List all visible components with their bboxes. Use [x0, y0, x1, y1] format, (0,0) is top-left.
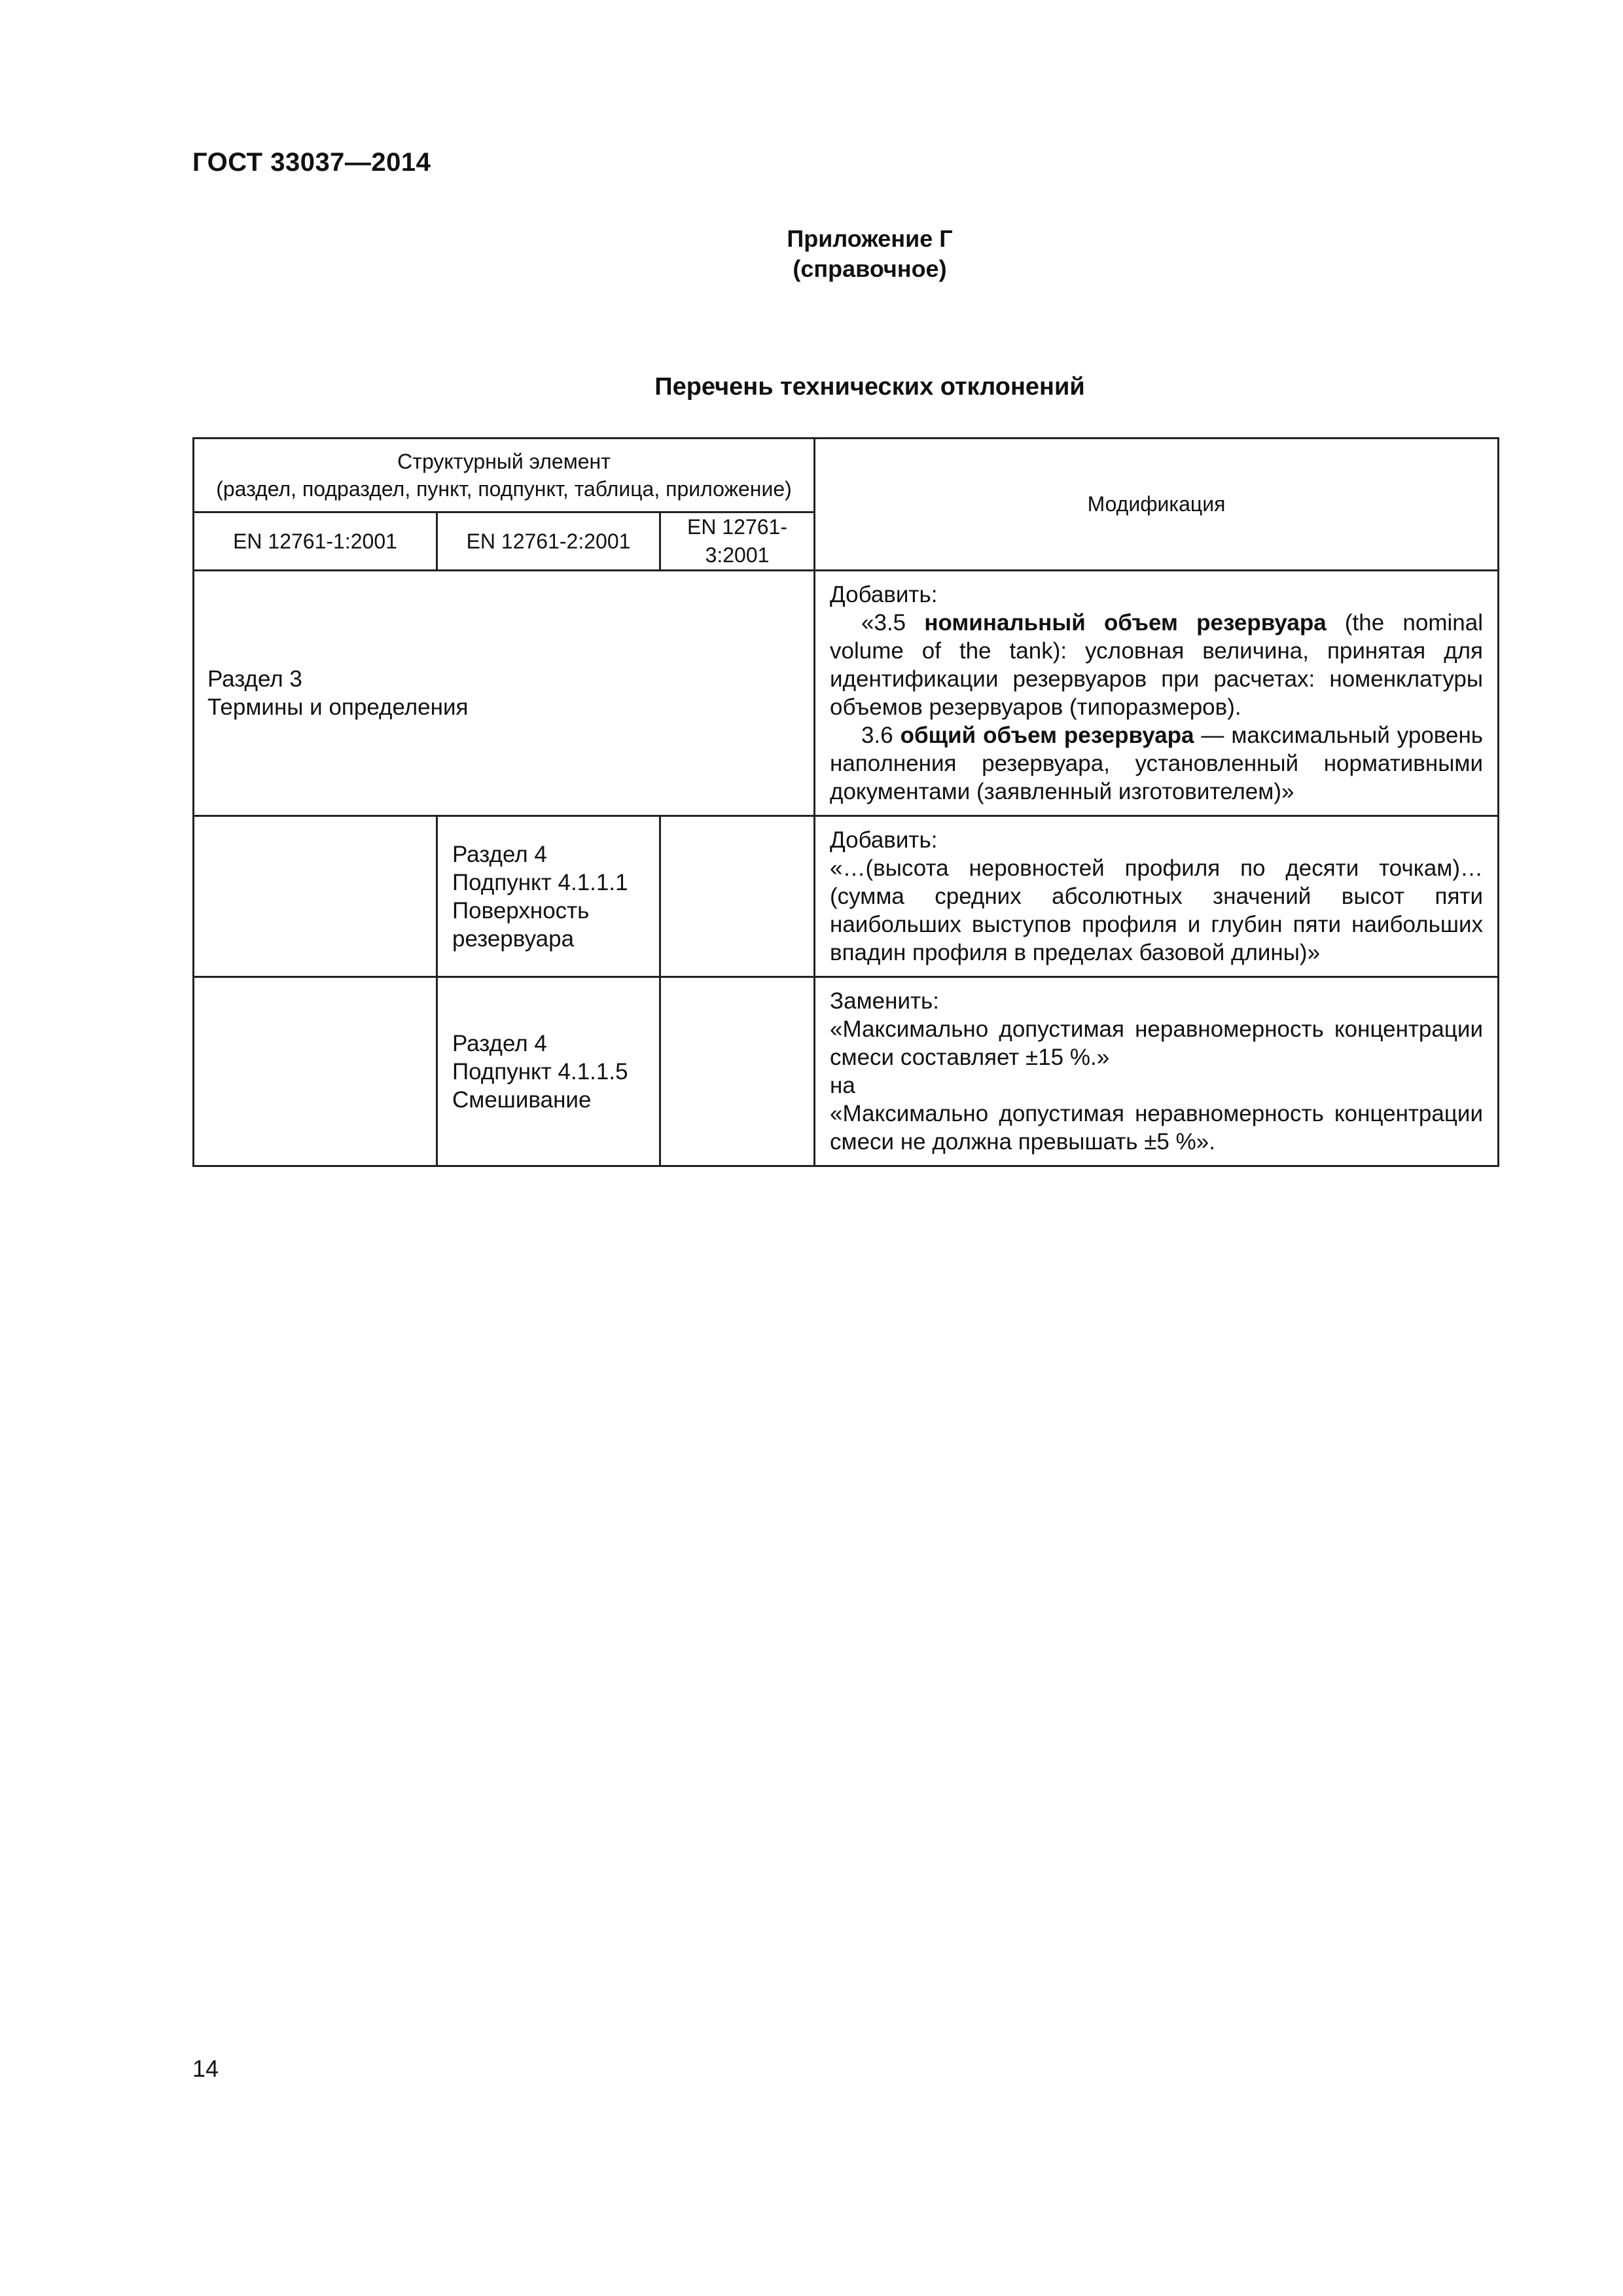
element-line: Смешивание	[452, 1086, 592, 1113]
modification-paragraph	[830, 609, 1483, 721]
definition-number: «3.5	[861, 610, 925, 636]
en-part3-cell	[660, 977, 815, 1166]
page-number: 14	[192, 2055, 219, 2082]
structural-element-header	[194, 439, 815, 512]
appendix-heading	[0, 224, 1623, 284]
modification-header: Модификация	[815, 439, 1499, 571]
document-code: ГОСТ 33037—2014	[192, 148, 431, 177]
element-line: Раздел 4	[452, 1030, 547, 1056]
element-line: Термины и определения	[207, 694, 469, 720]
standard-part1: EN 12761-1:2001	[194, 512, 437, 571]
definition-number: 3.6	[861, 723, 901, 748]
table-row	[194, 816, 1499, 977]
element-line: Поверхность	[452, 897, 590, 924]
definition-text: (the nominal volume of the tank): условная величина, принятая для идентификации резервуаров при расчетах: номенклатуры объемов резервуаров (типоразмеров).	[830, 610, 1484, 720]
structural-element-cell	[194, 571, 815, 816]
element-line: Подпункт 4.1.1.1	[452, 869, 628, 895]
modification-paragraph: «Максимально допустимая неравномерность концентрации смеси не должна превышать ±5 %».	[830, 1101, 1484, 1155]
en-part3-cell	[660, 816, 815, 977]
table-header-row	[194, 439, 1499, 512]
en-part1-cell	[194, 977, 437, 1166]
structural-element-header-line1: Структурный элемент	[397, 450, 611, 473]
structural-element-cell	[437, 977, 660, 1166]
standard-part2: EN 12761-2:2001	[437, 512, 660, 571]
modification-cell	[815, 977, 1499, 1166]
modification-paragraph: «Максимально допустимая неравномерность концентрации смеси составляет ±15 %.»	[830, 1016, 1484, 1070]
modification-paragraph	[830, 721, 1483, 806]
modification-cell	[815, 816, 1499, 977]
definition-text: — максимальный уровень наполнения резервуара, установленный нормативными документами (заявленный изготовителем)»	[830, 723, 1484, 804]
appendix-subtitle: (справочное)	[793, 255, 947, 282]
element-line: Подпункт 4.1.1.5	[452, 1058, 628, 1085]
modification-paragraph: «…(высота неровностей профиля по десяти точкам)… (сумма средних абсолютных значений высот пяти наибольших выступов профиля и глубин пяти наибольших впадин профиля в пределах базовой длины)»	[830, 855, 1484, 965]
structural-element-cell	[437, 816, 660, 977]
element-line: Раздел 4	[452, 841, 547, 867]
en-part1-cell	[194, 816, 437, 977]
modification-cell	[815, 571, 1499, 816]
modification-action: Заменить:	[830, 988, 940, 1014]
defined-term: номинальный объем резервуара	[924, 610, 1327, 636]
table-row	[194, 571, 1499, 816]
modification-action: Добавить:	[830, 582, 938, 607]
standard-part3: EN 12761-3:2001	[660, 512, 815, 571]
modification-action: Добавить:	[830, 827, 938, 853]
element-line: Раздел 3	[207, 666, 302, 692]
table-row	[194, 977, 1499, 1166]
deviations-table	[192, 437, 1499, 1167]
defined-term: общий объем резервуара	[900, 723, 1194, 748]
modification-connector: на	[830, 1073, 855, 1098]
appendix-title: Приложение Г	[787, 225, 953, 252]
structural-element-header-line2: (раздел, подраздел, пункт, подпункт, таблица, приложение)	[216, 477, 792, 501]
table-title: Перечень технических отклонений	[654, 373, 1085, 401]
element-line: резервуара	[452, 925, 575, 952]
